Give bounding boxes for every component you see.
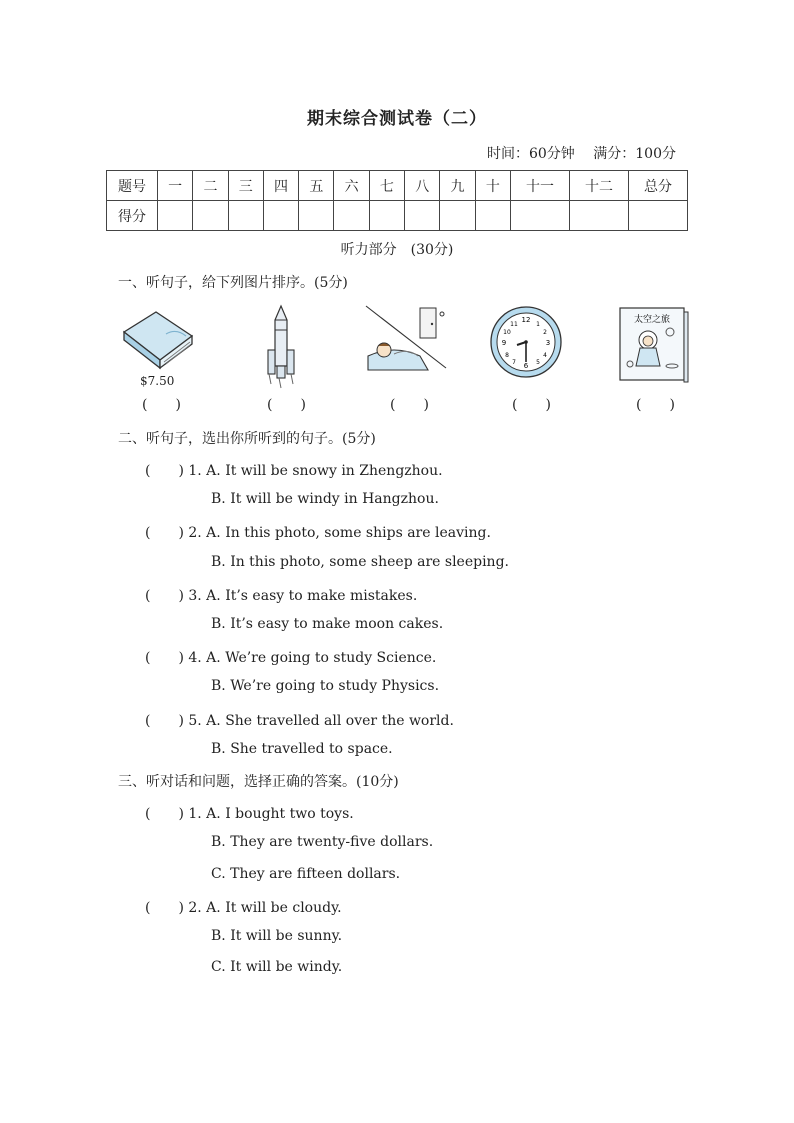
option-line: B. It will be windy in Hangzhou.	[211, 491, 439, 507]
time-limit: 时间：60分钟	[486, 146, 575, 162]
score-cell[interactable]	[263, 201, 298, 231]
score-cell[interactable]	[193, 201, 228, 231]
picture-item	[241, 300, 351, 415]
section2-heading: 二、听句子，选出你所听到的句子。(5分)	[118, 431, 376, 447]
part-title: 听力部分 (30分)	[340, 242, 454, 258]
sleeping-child-icon	[364, 304, 448, 380]
option-line: B. It’s easy to make moon cakes.	[211, 616, 444, 632]
question-line: ( ) 1. A. It will be snowy in Zhengzhou.	[145, 463, 443, 479]
question-line: ( ) 1. A. I bought two toys.	[145, 806, 354, 822]
answer-blank[interactable]: ( )	[142, 397, 181, 413]
score-cell[interactable]	[511, 201, 570, 231]
picture-item	[116, 300, 226, 415]
score-row-label: 得分	[107, 201, 158, 231]
header-cell: 六	[334, 171, 369, 201]
answer-blank[interactable]: ( )	[636, 397, 675, 413]
score-cell[interactable]	[158, 201, 193, 231]
full-score: 满分：100分	[593, 146, 676, 162]
header-cell: 四	[263, 171, 298, 201]
header-cell: 七	[369, 171, 404, 201]
svg-text:10: 10	[503, 329, 511, 336]
svg-text:12: 12	[521, 316, 531, 324]
book-price: $7.50	[140, 374, 175, 388]
option-line: B. She travelled to space.	[211, 741, 393, 757]
page-title: 期末综合测试卷（二）	[307, 109, 487, 129]
question-line: ( ) 5. A. She travelled all over the world.	[145, 713, 454, 729]
header-cell: 二	[193, 171, 228, 201]
answer-blank[interactable]: ( )	[512, 397, 551, 413]
svg-text:6: 6	[523, 362, 529, 370]
answer-blank[interactable]: ( )	[267, 397, 306, 413]
space-book-icon	[606, 304, 690, 384]
header-cell: 十一	[511, 171, 570, 201]
score-table	[106, 170, 688, 231]
score-cell[interactable]	[440, 201, 475, 231]
header-cell: 三	[228, 171, 263, 201]
option-line: C. They are fifteen dollars.	[211, 866, 401, 882]
score-cell[interactable]	[475, 201, 510, 231]
header-cell: 十	[475, 171, 510, 201]
section1-heading: 一、听句子，给下列图片排序。(5分)	[118, 275, 348, 291]
option-line: B. They are twenty-five dollars.	[211, 834, 434, 850]
score-cell[interactable]	[299, 201, 334, 231]
picture-row	[106, 300, 696, 415]
option-line: B. We’re going to study Physics.	[211, 678, 440, 694]
svg-text:11: 11	[510, 321, 518, 328]
svg-text:7: 7	[512, 359, 516, 366]
score-cell[interactable]	[629, 201, 688, 231]
svg-text:3: 3	[545, 339, 551, 347]
picture-item	[364, 300, 474, 415]
space-book-title: 太空之旅	[633, 315, 671, 325]
question-line: ( ) 2. A. It will be cloudy.	[145, 900, 342, 916]
svg-text:9: 9	[501, 339, 507, 347]
picture-item	[606, 300, 716, 415]
score-header-row	[107, 171, 688, 201]
header-cell: 十二	[570, 171, 629, 201]
svg-text:1: 1	[536, 321, 540, 328]
answer-blank[interactable]: ( )	[390, 397, 429, 413]
header-cell: 总分	[629, 171, 688, 201]
header-cell: 九	[440, 171, 475, 201]
clock-icon	[486, 304, 566, 380]
header-cell: 五	[299, 171, 334, 201]
picture-item	[486, 300, 596, 415]
header-cell: 八	[405, 171, 440, 201]
rocket-icon	[241, 304, 321, 392]
section3-heading: 三、听对话和问题，选择正确的答案。(10分)	[118, 774, 399, 790]
score-cell[interactable]	[228, 201, 263, 231]
question-line: ( ) 3. A. It’s easy to make mistakes.	[145, 588, 418, 604]
svg-text:4: 4	[543, 352, 547, 359]
question-line: ( ) 4. A. We’re going to study Science.	[145, 650, 437, 666]
option-line: B. In this photo, some sheep are sleeping.	[211, 554, 509, 570]
score-cell[interactable]	[570, 201, 629, 231]
option-line: B. It will be sunny.	[211, 928, 343, 944]
score-cell[interactable]	[334, 201, 369, 231]
svg-text:2: 2	[543, 329, 547, 336]
option-line: C. It will be windy.	[211, 959, 343, 975]
header-cell: 题号	[107, 171, 158, 201]
svg-text:5: 5	[536, 359, 540, 366]
score-value-row	[107, 201, 688, 231]
score-cell[interactable]	[369, 201, 404, 231]
question-line: ( ) 2. A. In this photo, some ships are leaving.	[145, 525, 491, 541]
book-icon	[116, 304, 196, 376]
score-cell[interactable]	[405, 201, 440, 231]
exam-meta	[473, 143, 676, 163]
header-cell: 一	[158, 171, 193, 201]
svg-text:8: 8	[505, 352, 509, 359]
